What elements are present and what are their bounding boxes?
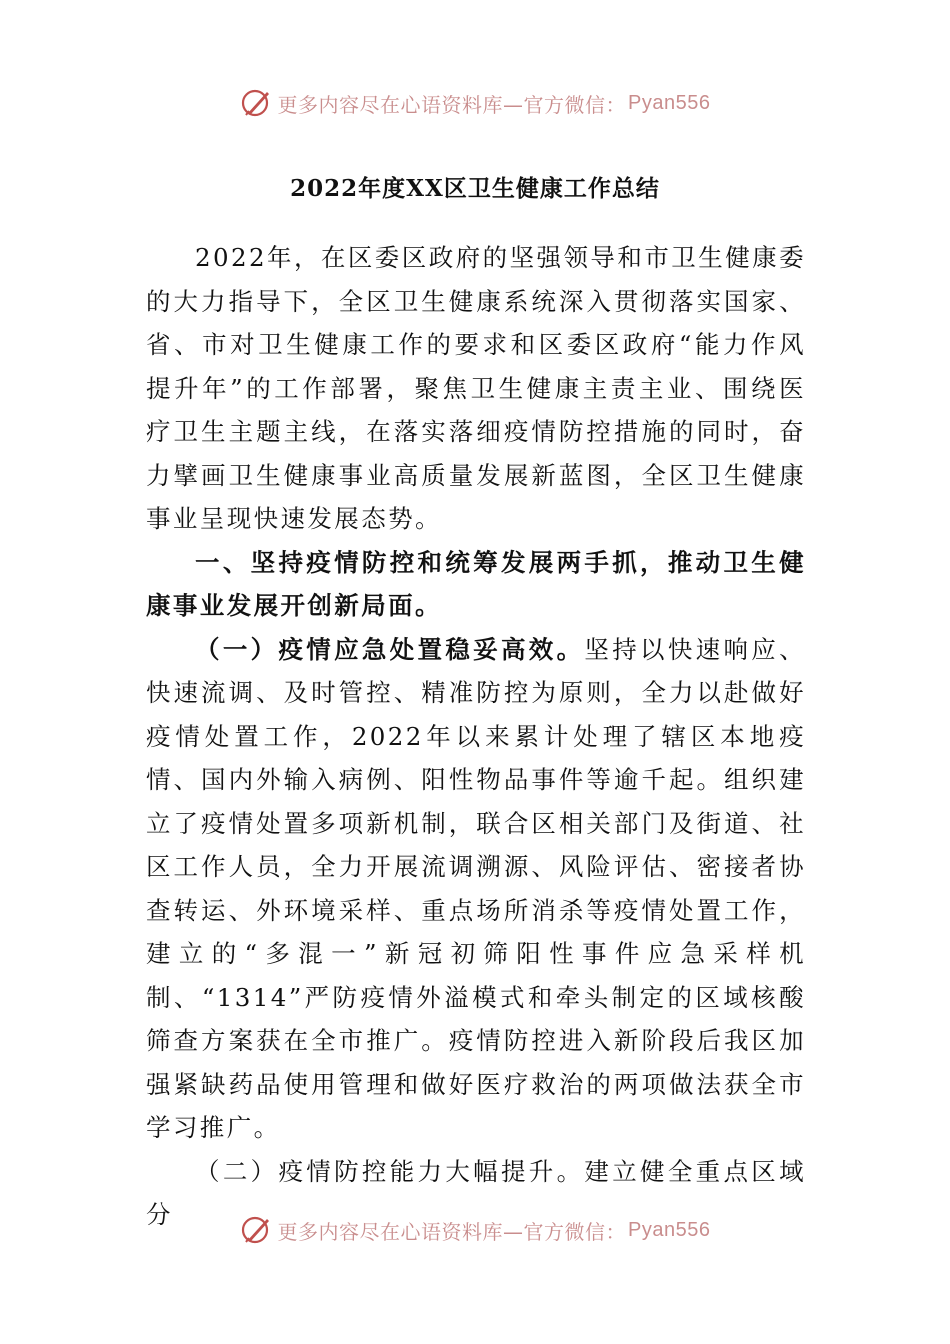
subsection-lead: （一）疫情应急处置稳妥高效。 xyxy=(195,634,585,664)
watermark-header xyxy=(0,86,950,120)
watermark-footer xyxy=(0,1213,950,1247)
paragraph-text: （二）疫情防控能力大幅提升。建立健全重点区域分 xyxy=(146,1156,806,1229)
document-title: 2022年度XX区卫生健康工作总结 xyxy=(290,175,660,202)
quill-logo-icon xyxy=(240,1213,274,1247)
document-body xyxy=(146,236,806,1237)
watermark-text: 更多内容尽在心语资料库—官方微信： xyxy=(277,92,627,117)
heading-text: 一、坚持疫情防控和统筹发展两手抓，推动卫生健康事业发展开创新局面。 xyxy=(146,547,806,620)
subsection-paragraph-1 xyxy=(146,628,806,1150)
paragraph-text: 2022年，在区委区政府的坚强领导和市卫生健康委的大力指导下，全区卫生健康系统深入贯彻落实国家、省、市对卫生健康工作的要求和区委区政府“能力作风提升年”的工作部署，聚焦卫生健康主责主业、围绕医疗卫生主题主线，在落实落细疫情防控措施的同时，奋力擘画卫生健康事业高质量发展新蓝图，全区卫生健康事业呈现快速发展态势。 xyxy=(146,243,806,533)
quill-logo-icon xyxy=(240,86,274,120)
intro-paragraph xyxy=(146,236,806,541)
section-heading-1 xyxy=(146,541,806,628)
watermark-text: 更多内容尽在心语资料库—官方微信： xyxy=(277,1219,627,1244)
watermark-wechat-id: Pyan556 xyxy=(628,1218,711,1241)
watermark-wechat-id: Pyan556 xyxy=(628,91,711,114)
paragraph-text: 坚持以快速响应、快速流调、及时管控、精准防控为原则，全力以赴做好疫情处置工作，2022年以来累计处理了辖区本地疫情、国内外输入病例、阳性物品事件等逾千起。组织建立了疫情处置多项新机制，联合区相关部门及街道、社区工作人员，全力开展流调溯源、风险评估、密接者协查转运、外环境采样、重点场所消杀等疫情处置工作，建立的“多混一”新冠初筛阳性事件应急采样机制、“1314”严防疫情外溢模式和牵头制定的区域核酸筛查方案获在全市推广。疫情防控进入新阶段后我区加强紧缺药品使用管理和做好医疗救治的两项做法获全市学习推广。 xyxy=(146,634,806,1142)
